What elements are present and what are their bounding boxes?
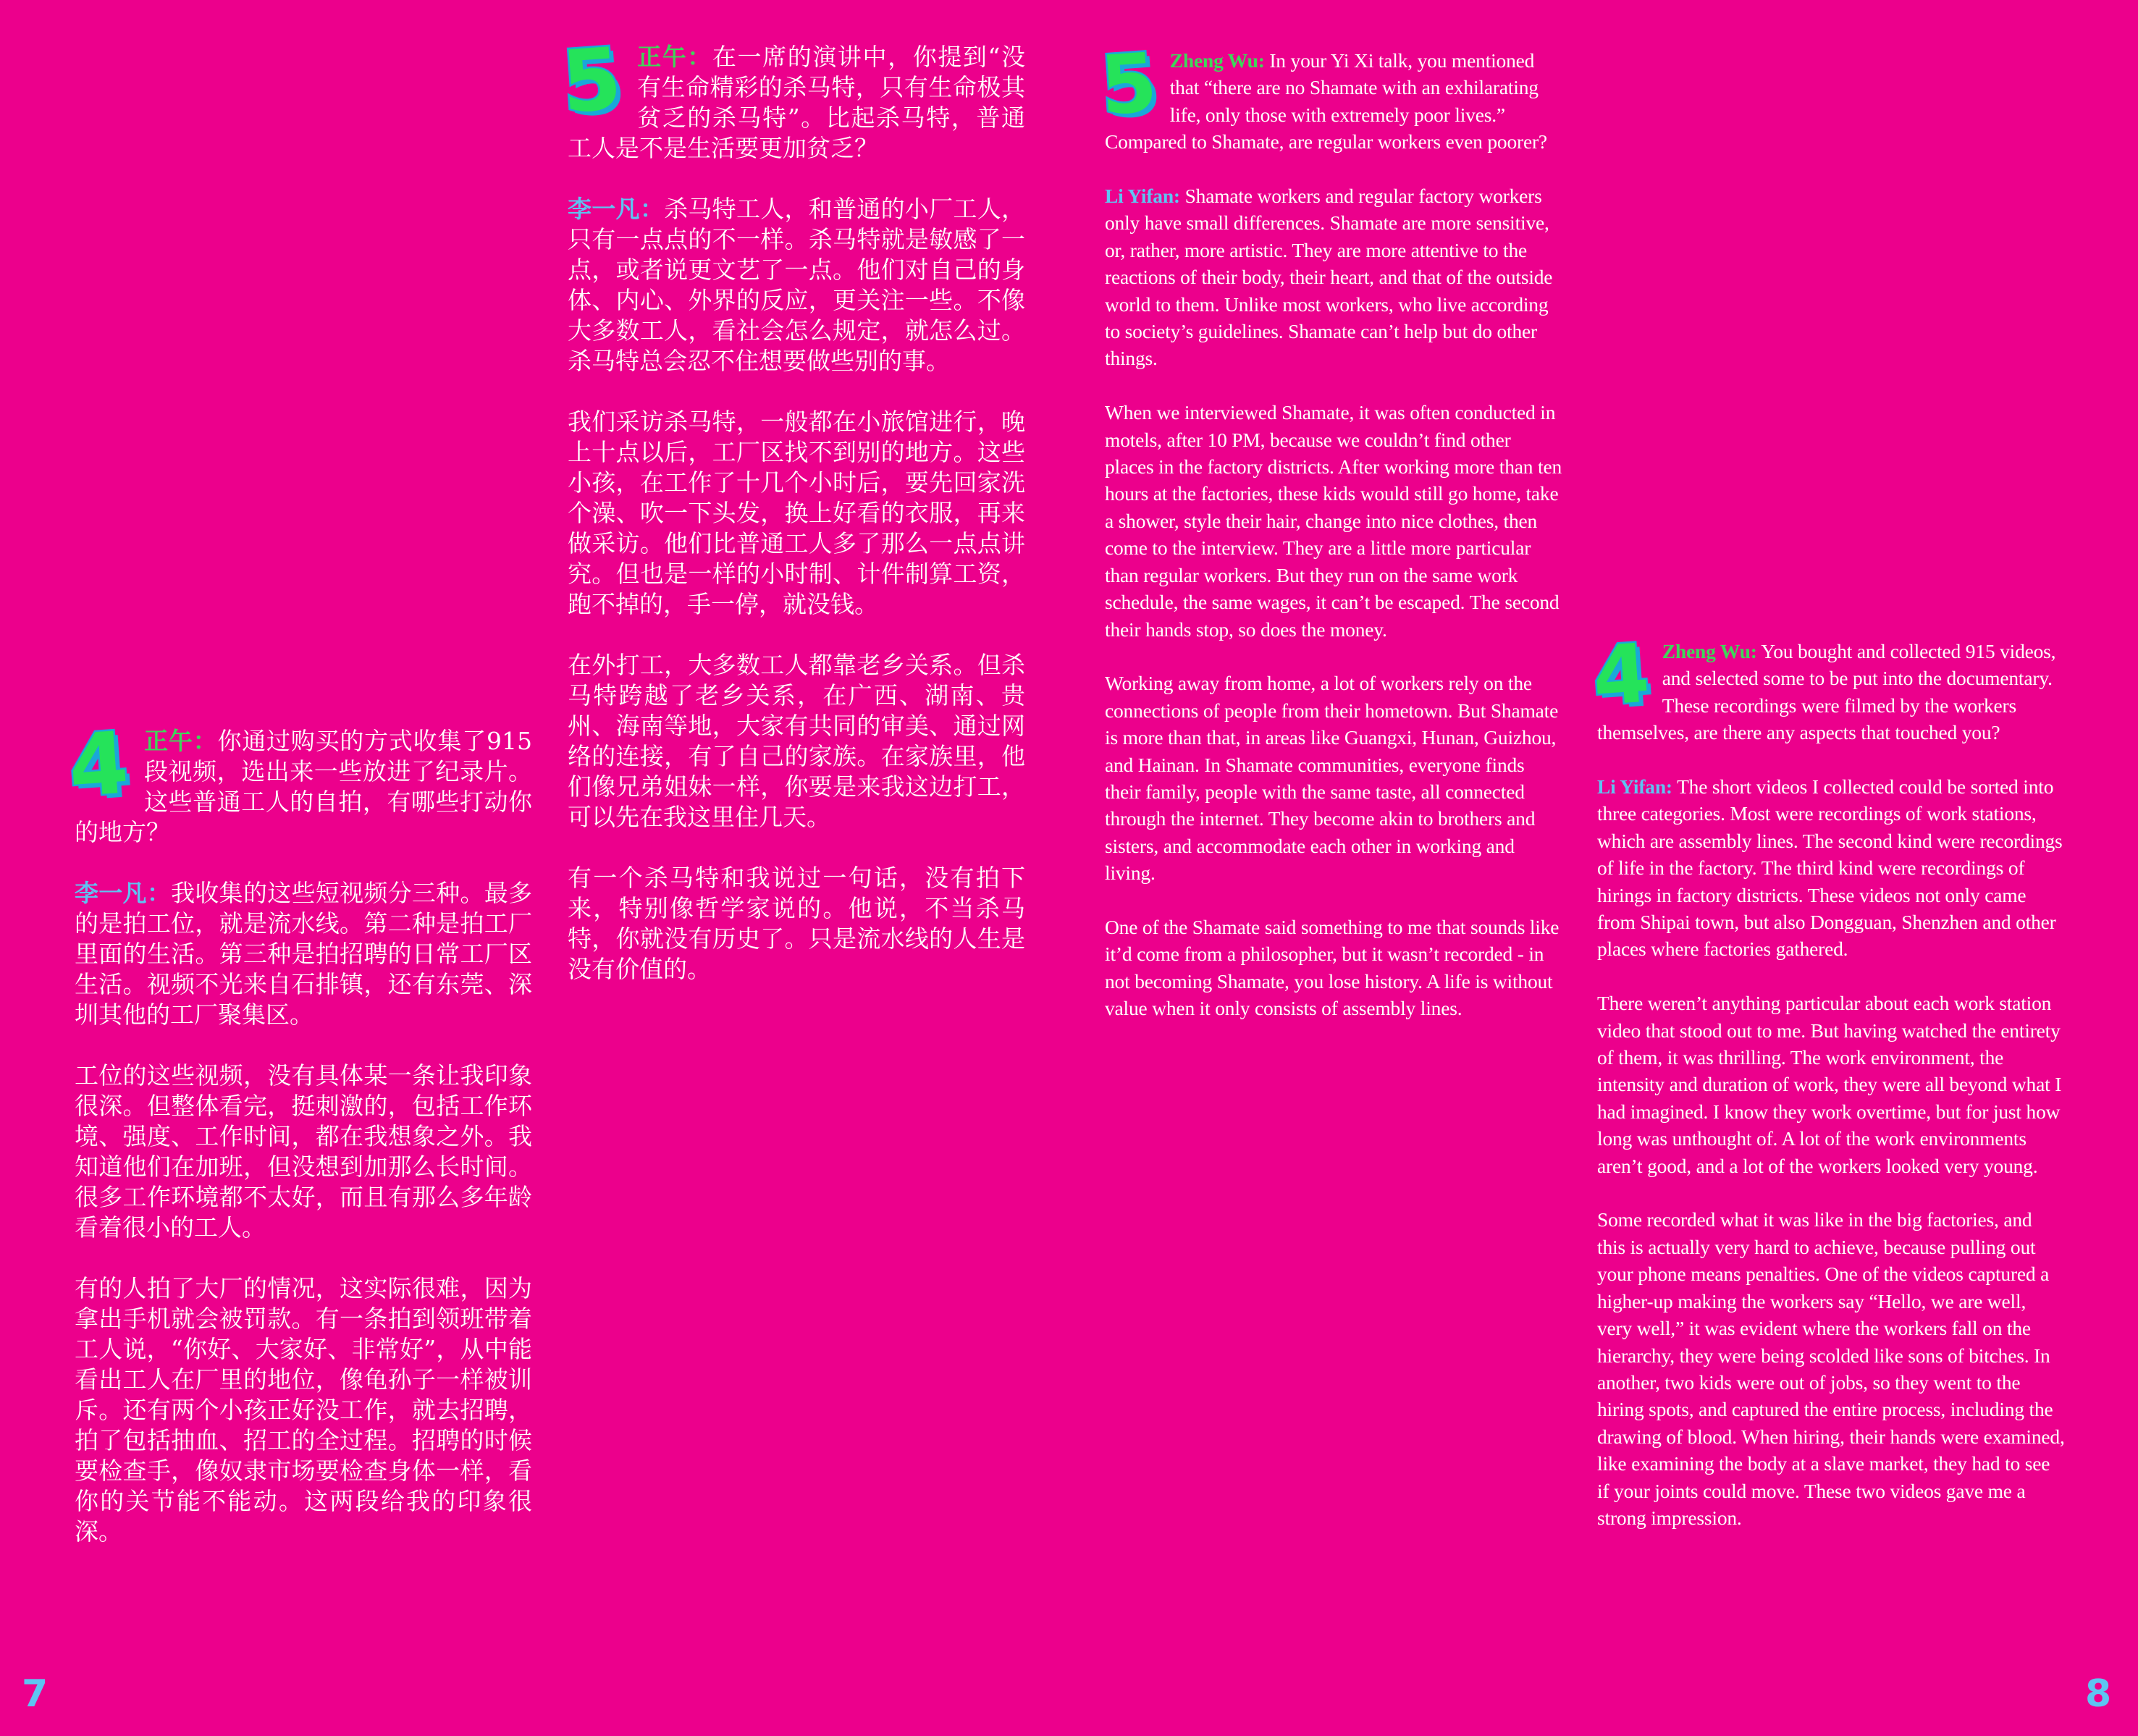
question-block <box>1589 626 2065 746</box>
interviewer-label: Zheng Wu: <box>1662 640 1757 662</box>
interviewer-label: 正午： <box>637 43 712 71</box>
answer-text: 杀马特工人，和普通的小厂工人，只有一点点的不一样。杀马特就是敏感了一点，或者说更文艺了一点。他们对自己的身体、内心、外界的反应，更关注一些。不像大多数工人，看社会怎么规定，就怎么过。杀马特总会忍不住想要做些别的事。 <box>568 195 1026 375</box>
answer-paragraph: 在外打工，大多数工人都靠老乡关系。但杀马特跨越了老乡关系，在广西、湖南、贵州、海南等地，大家有共同的审美、通过网络的连接，有了自己的家族。在家族里，他们像兄弟姐妹一样，你要是来我这边打工，可以先在我这里住几天。 <box>568 651 1025 831</box>
interviewee-label: Li Yifan: <box>1597 775 1672 799</box>
question-block <box>1097 35 1564 156</box>
answer-paragraph: Some recorded what it was like in the big factories, and this is actually very hard to achieve, because pulling out your phone means penalties. One of the videos captured a higher-up making the workers say “Hello, we are well, very well,” it was evident where the workers fall on the hierarchy, they were being scolded like sons of bitches. In another, two kids were out of jobs, so they went to the hiring spots, and captured the entire process, including the drawing of blood. When hiring, their hands were examined, like examining the body at a slave market, they had to see if your joints could move. These two videos gave me a strong impression. <box>1597 1208 2065 1529</box>
question-number: 5 <box>558 28 625 132</box>
answer-block <box>1597 773 2065 963</box>
answer-text: The short videos I collected could be sorted into three categories. Most were recordings of work stations, which are assembly lines. The second kind were recordings of life in the factory. The third kind were recordings of hirings in factory districts. These videos not only came from Shipai town, but also Dongguan, Shenzhen and other places where factories gathered. <box>1597 775 2063 961</box>
question-number: 4 <box>1589 626 1653 725</box>
zh-column-1 <box>65 712 533 1547</box>
answer-paragraph: 工位的这些视频，没有具体某一条让我印象很深。但整体看完，挺刺激的，包括工作环境、强度、工作时间，都在我想象之外。我知道他们在加班，但没想到加那么长时间。很多工作环境都不太好，而且有那么多年龄看着很小的工人。 <box>75 1061 532 1242</box>
page-number-right: 8 <box>2085 1672 2112 1716</box>
question-text: 你通过购买的方式收集了915段视频，选出来一些放进了纪录片。这些普通工人的自拍，有哪些打动你的地方？ <box>75 727 532 846</box>
question-number: 4 <box>65 712 132 817</box>
answer-block <box>568 194 1025 376</box>
en-column-2 <box>1589 626 2065 1531</box>
answer-text: 我收集的这些短视频分三种。最多的是拍工位，就是流水线。第二种是拍工厂里面的生活。第三种是拍招聘的日常工厂区生活。视频不光来自石排镇，还有东莞、深圳其他的工厂聚集区。 <box>75 879 533 1029</box>
zh-column-2 <box>558 28 1026 985</box>
interviewer-label: 正午： <box>144 727 218 755</box>
en-column-1 <box>1097 35 1564 1022</box>
question-block <box>558 28 1026 164</box>
answer-paragraph: When we interviewed Shamate, it was often conducted in motels, after 10 PM, because we couldn’t find other places in the factory districts. After working more than ten hours at the factories, these kids would still go home, take a shower, style their hair, change into nice clothes, then come to the interview. They are a little more particular than regular workers. But they run on the same work schedule, the same wages, it can’t be escaped. The second their hands stop, so does the money. <box>1105 401 1562 641</box>
question-number: 5 <box>1097 35 1161 134</box>
answer-block <box>1105 182 1564 372</box>
interviewee-label: 李一凡： <box>568 195 665 223</box>
answer-text: Shamate workers and regular factory workers only have small differences. Shamate are more sensitive, or, rather, more artistic. They are more attentive to the reactions of their body, their heart, and that of the outside world to them. Unlike most workers, who live according to society’s guidelines. Shamate can’t help but do other things. <box>1105 185 1553 370</box>
answer-block <box>75 878 532 1030</box>
question-text: You bought and collected 915 videos, and selected some to be put into the documentary. These recordings were filmed by the workers themselves, are there any aspects that touched you? <box>1597 640 2056 744</box>
interviewee-label: Li Yifan: <box>1105 185 1180 208</box>
interviewee-label: 李一凡： <box>75 879 172 907</box>
answer-paragraph: 我们采访杀马特，一般都在小旅馆进行，晚上十点以后，工厂区找不到别的地方。这些小孩，在工作了十几个小时后，要先回家洗个澡、吹一下头发，换上好看的衣服，再来做采访。他们比普通工人多了那么一点点讲究。但也是一样的小时制、计件制算工资，跑不掉的，手一停，就没钱。 <box>568 408 1025 618</box>
page-number-left: 7 <box>22 1672 49 1716</box>
question-text: In your Yi Xi talk, you mentioned that “there are no Shamate with an exhilarating life, only those with extremely poor lives.” Compared to Shamate, are regular workers even poorer? <box>1105 49 1547 153</box>
question-text: 在一席的演讲中，你提到“没有生命精彩的杀马特，只有生命极其贫乏的杀马特”。比起杀马特，普通工人是不是生活要更加贫乏？ <box>568 43 1026 162</box>
answer-paragraph: 有一个杀马特和我说过一句话，没有拍下来，特别像哲学家说的。他说，不当杀马特，你就没有历史了。只是流水线的人生是没有价值的。 <box>568 864 1025 983</box>
answer-paragraph: 有的人拍了大厂的情况，这实际很难，因为拿出手机就会被罚款。有一条拍到领班带着工人说，“你好、大家好、非常好”，从中能看出工人在厂里的地位，像龟孙子一样被训斥。还有两个小孩正好没工作，就去招聘，拍了包括抽血、招工的全过程。招聘的时候要检查手，像奴隶市场要检查身体一样，看你的关节能不能动。这两段给我的印象很深。 <box>75 1274 532 1546</box>
question-block <box>65 712 532 848</box>
answer-paragraph: One of the Shamate said something to me that sounds like it’d come from a philosopher, but it wasn’t recorded - in not becoming Shamate, you lose history. A life is without value when it only consists of assembly lines. <box>1105 915 1560 1020</box>
interviewer-label: Zheng Wu: <box>1169 49 1265 72</box>
answer-paragraph: Working away from home, a lot of workers rely on the connections of people from their hometown. But Shamate is more than that, in areas like Guangxi, Hunan, Guizhou, and Hainan. In Shamate communities, everyone finds their family, people with the same taste, all connected through the internet. They become akin to brothers and sisters, and accommodate each other in working and living. <box>1105 672 1559 885</box>
answer-paragraph: There weren’t anything particular about each work station video that stood out to me. But having watched the entirety of them, it was thrilling. The work environment, the intensity and duration of work, they were all beyond what I had imagined. I know they work overtime, but for just how long was unthought of. A lot of the work environments aren’t good, and a lot of the workers looked very young. <box>1597 992 2062 1177</box>
